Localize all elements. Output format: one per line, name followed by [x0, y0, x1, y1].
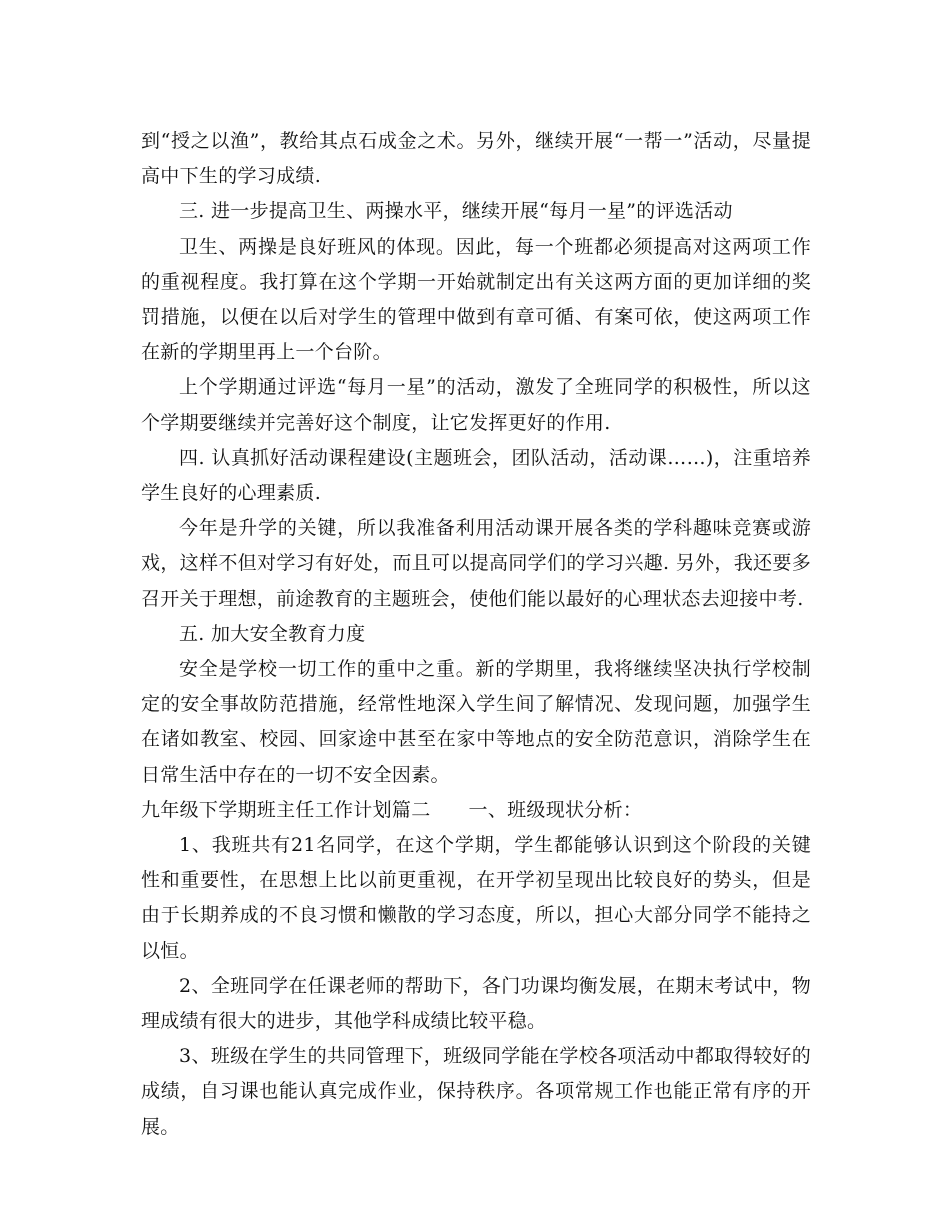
paragraph-hygiene: 卫生、两操是良好班风的体现。因此，每一个班都必须提高对这两项工作的重视程度。我打算在这个学期一开始就制定出有关这两方面的更加详细的奖罚措施，以便在以后对学生的管理中做到有章可循、有案可依，使这两项工作在新的学期里再上一个台阶。 — [141, 235, 811, 364]
document-body — [141, 124, 811, 1145]
paragraph-analysis-3: 3、班级在学生的共同管理下，班级同学能在学校各项活动中都取得较好的成绩，自习课也能认真完成作业，保持秩序。各项常规工作也能正常有序的开展。 — [141, 1045, 811, 1138]
document-section-title: 九年级下学期班主任工作计划篇二 — [141, 798, 431, 821]
section-heading-three: 三. 进一步提高卫生、两操水平，继续开展“每月一星”的评选活动 — [179, 200, 733, 223]
paragraph-safety: 安全是学校一切工作的重中之重。新的学期里，我将继续坚决执行学校制定的安全事故防范措施，经常性地深入学生间了解情况、发现问题，加强学生在诸如教室、校园、回家途中甚至在家中等地点的安全防范意识，消除学生在日常生活中存在的一切不安全因素。 — [141, 658, 811, 786]
paragraph-analysis-1: 1、我班共有21名同学，在这个学期，学生都能够认识到这个阶段的关键性和重要性，在思想上比以前更重视，在开学初呈现出比较良好的势头，但是由于长期养成的不良习惯和懒散的学习态度，所以，担心大部分同学不能持之以恒。 — [141, 834, 811, 962]
section-heading-four: 四. 认真抓好活动课程建设(主题班会，团队活动，活动课……)，注重培养学生良好的心理素质. — [141, 446, 811, 505]
paragraph-continuation: 到“授之以渔”，教给其点石成金之术。另外，继续开展“一帮一”活动，尽量提高中下生的学习成绩. — [141, 130, 811, 188]
document-section-subtitle: 一、班级现状分析： — [468, 798, 643, 821]
paragraph-analysis-2: 2、全班同学在任课老师的帮助下，各门功课均衡发展，在期末考试中，物理成绩有很大的进步，其他学科成绩比较平稳。 — [141, 974, 811, 1033]
section-title-line — [141, 793, 811, 828]
section-heading-five: 五. 加大安全教育力度 — [179, 622, 366, 645]
paragraph-activities: 今年是升学的关键，所以我准备利用活动课开展各类的学科趣味竞赛或游戏，这样不但对学习有好处，而且可以提高同学们的学习兴趣. 另外，我还要多召开关于理想，前途教育的主题班会，使他们能以最好的心理状态去迎接中考. — [141, 517, 811, 610]
paragraph-monthly-star: 上个学期通过评选“每月一星”的活动，激发了全班同学的积极性，所以这个学期要继续并完善好这个制度，让它发挥更好的作用. — [141, 376, 811, 434]
